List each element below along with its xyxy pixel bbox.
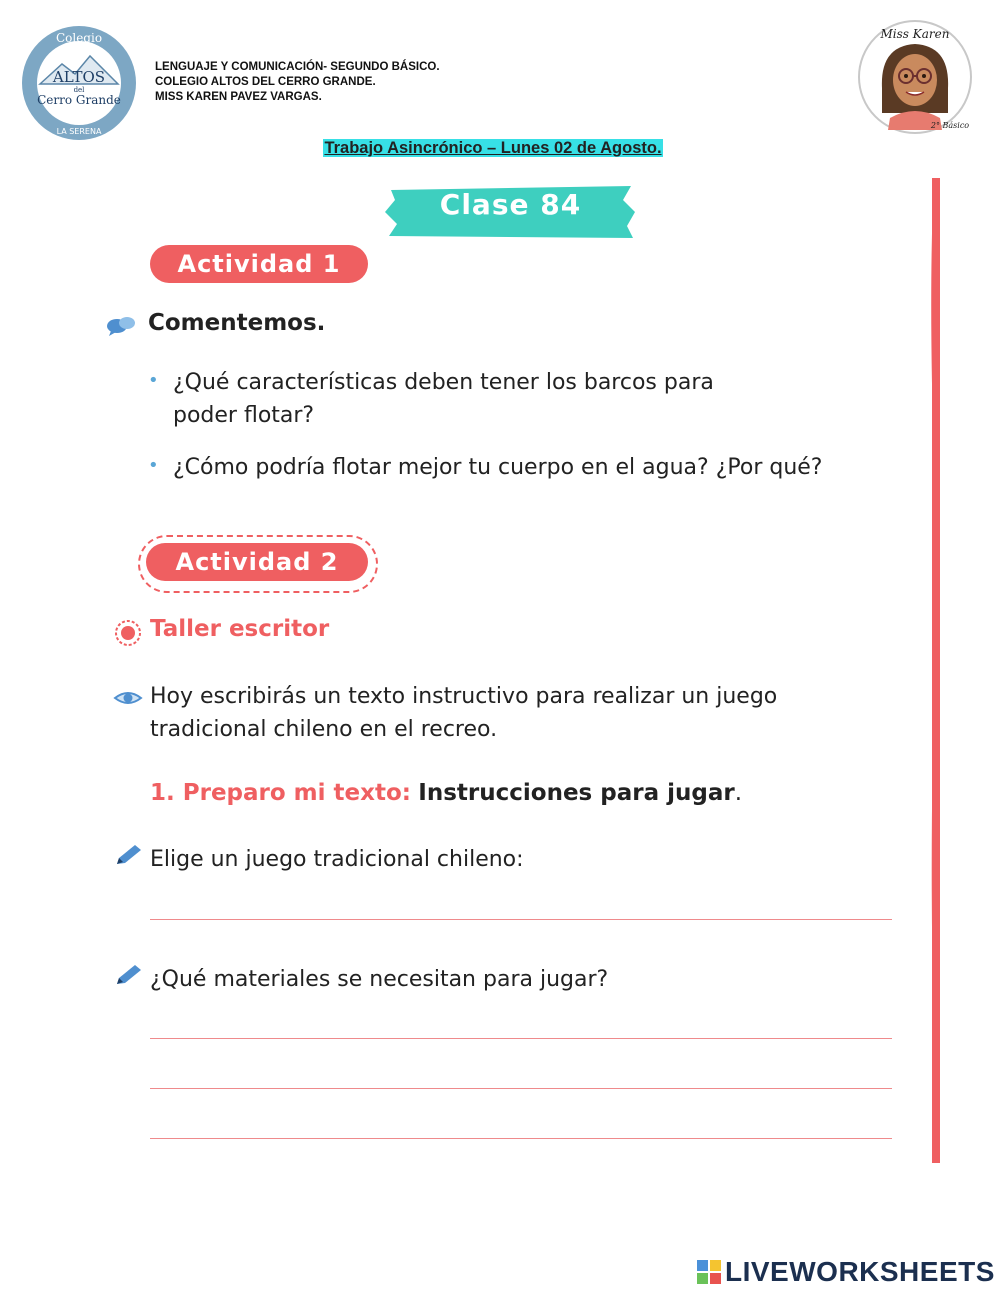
subtitle-text: Trabajo Asincrónico – Lunes 02 de Agosto. [324,139,662,157]
svg-text:Cerro Grande: Cerro Grande [37,93,121,107]
step-heading [150,780,742,806]
actividad-1-label: Actividad 1 [150,245,368,283]
svg-text:LA SERENA: LA SERENA [56,127,102,136]
pencil-icon [113,963,143,987]
bullet-dot: • [148,455,159,476]
svg-text:del: del [73,86,85,94]
intro-line: tradicional chileno en el recreo. [150,717,498,742]
brand-text: LIVEWORKSHEETS [725,1256,995,1287]
actividad-2-label: Actividad 2 [146,543,368,581]
step-end: . [734,780,742,806]
intro-text [150,680,777,746]
svg-text:ALTOS: ALTOS [52,68,106,86]
liveworksheets-logo [697,1256,995,1288]
svg-text:Colegio: Colegio [55,31,103,45]
comentemos-heading: Comentemos. [148,310,326,336]
eye-icon [113,686,143,710]
svg-text:Miss Karen: Miss Karen [880,27,950,41]
question-1-line: ¿Qué características deben tener los barcos para [173,370,714,395]
svg-text:2° Básico: 2° Básico [930,121,970,130]
step-title: Instrucciones para jugar [418,780,735,806]
step-label: 1. Preparo mi texto: [150,780,411,806]
question-1-line: poder flotar? [173,403,315,428]
header-lines [155,60,440,105]
answer-line[interactable] [150,1138,892,1139]
decorative-side-bar [928,178,940,1163]
prompt-1: Elige un juego tradicional chileno: [150,847,524,872]
prompt-2: ¿Qué materiales se necesitan para jugar? [150,967,609,992]
intro-line: Hoy escribirás un texto instructivo para realizar un juego [150,684,778,709]
answer-line[interactable] [150,919,892,920]
teacher-badge [850,18,980,136]
question-1 [173,366,714,432]
answer-line[interactable] [150,1038,892,1039]
header-line: LENGUAJE Y COMUNICACIÓN- SEGUNDO BÁSICO. [155,61,440,73]
question-2: ¿Cómo podría flotar mejor tu cuerpo en el agua? ¿Por qué? [173,455,823,480]
header-line: COLEGIO ALTOS DEL CERRO GRANDE. [155,76,376,88]
page-subtitle [0,139,986,158]
speech-bubble-icon [106,314,136,338]
bullet-dot: • [148,370,159,391]
header-line: MISS KAREN PAVEZ VARGAS. [155,91,322,103]
pencil-icon [113,843,143,867]
target-icon [114,619,142,647]
taller-escritor-heading: Taller escritor [150,616,330,642]
liveworksheets-mark-icon [697,1260,721,1284]
answer-line[interactable] [150,1088,892,1089]
clase-title: Clase 84 [439,188,582,221]
school-logo [20,24,138,142]
